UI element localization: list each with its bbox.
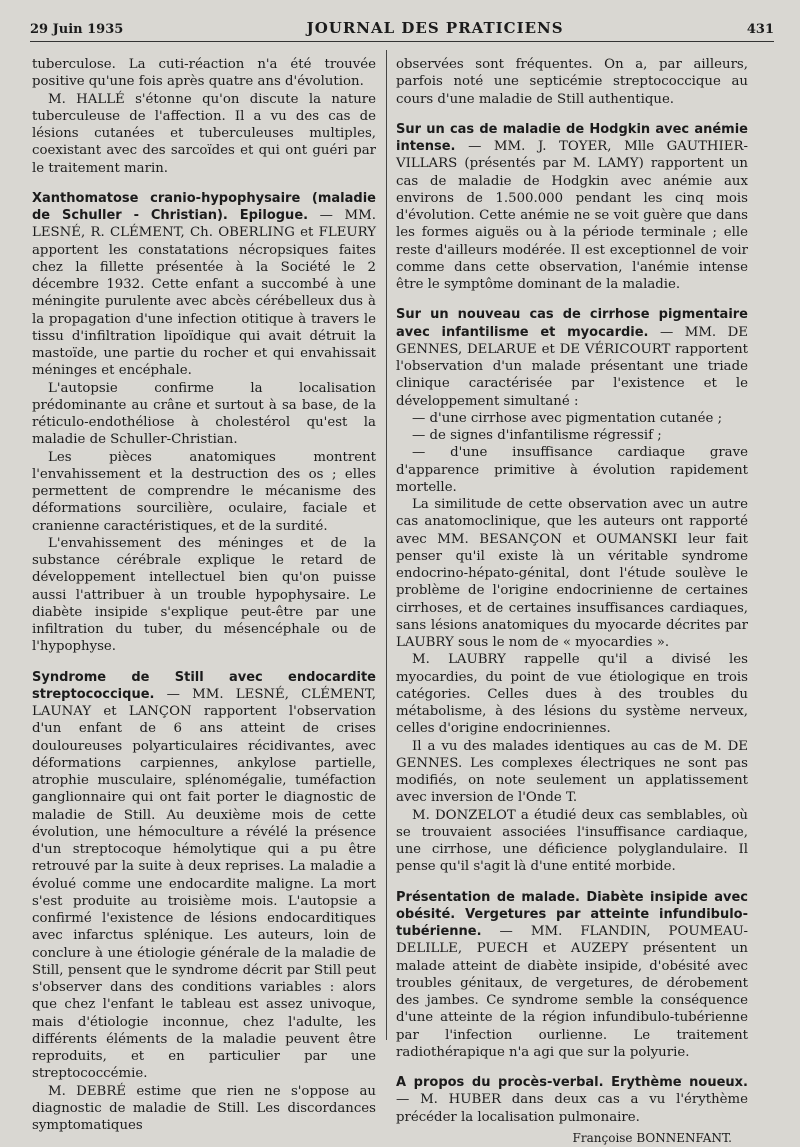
- section-title: Xanthomatose cranio-hypophysaire (maladie de Schuller - Christian). Epilogue.: [32, 190, 376, 223]
- section-body: — MM. LESNÉ, CLÉMENT, LAUNAY et LANÇON rapportent l'observation d'un enfant de 6 ans atteint de crises douloureuses polyarticulaires récidivantes, avec déformations carpiennes, ankylose partielle, atrophie musculaire, splénomégalie, tuméfaction ganglionnaire qui ont fait porter le diagnostic de maladie de Still. Au deuxième mois de cette évolution, une hémoculture a révélé la présence d'un streptocoque hémolytique qui a pu être retrouvé par la suite à deux reprises. La maladie a évolué comme une endocardite maligne. La mort s'est produite au troisième mois. L'autopsie a confirmé l'existence de lésions endocarditiques avec infarctus splénique. Les auteurs, loin de conclure à une étiologie générale de la maladie de Still, pensent que le syndrome décrit par Still peut s'observer dans des conditions variables : alors que chez l'enfant le tableau est assez univoque, mais d'étiologie inconnue, chez l'adulte, les différents éléments de la maladie peuvent être reproduits, et en particulier par une streptococcémie.: [32, 686, 376, 1082]
- paragraph: tuberculose. La cuti-réaction n'a été trouvée positive qu'une fois après quatre ans d'évolution.: [32, 57, 376, 90]
- section-body: — MM. DE GENNES, DELARUE et DE VÉRICOURT rapportent l'observation d'un malade présentant une triade clinique caractérisée par l'existence et le développement simultané :: [396, 324, 748, 409]
- section-body: — M. HUBER dans deux cas a vu l'érythème précéder la localisation pulmonaire.: [396, 1092, 748, 1125]
- left-column: [32, 56, 376, 1134]
- paragraph: M. DONZELOT a étudié deux cas semblables, où se trouvaient associées l'insuffisance cardiaque, une cirrhose, une déficience polyglandulaire. Il pense qu'il s'agit là d'une entité morbide.: [396, 807, 748, 875]
- list-item: — d'une cirrhose avec pigmentation cutanée ;: [412, 410, 723, 426]
- header-date: 29 Juin 1935: [30, 22, 124, 37]
- paragraph: L'envahissement des méninges et de la substance cérébrale explique le retard de développement intellectuel bien qu'on puisse aussi l'attribuer à un trouble hypophysaire. Le diabète insipide s'explique peut-être par une infiltration du tuber, du mésencéphale ou de l'hypophyse.: [32, 535, 376, 655]
- list-item: — d'une insuffisance cardiaque grave d'apparence primitive à évolution rapidement mortelle.: [396, 445, 748, 495]
- paragraph: La similitude de cette observation avec un autre cas anatomoclinique, que les auteurs ont rapporté avec MM. BESANÇON et OUMANSKI leur fait penser qu'il existe là un véritable syndrome endocrino-hépato-génital, dont l'étude soulève le problème de l'origine endocrinienne de certaines cirrhoses, et de certaines insuffisances cardiaques, sans lésions anatomiques du myocarde décrites par LAUBRY sous le nom de « myocardies ».: [396, 497, 748, 650]
- section-title: Sur un cas de maladie de Hodgkin avec anémie intense.: [396, 121, 748, 154]
- section-body: — MM. LESNÉ, R. CLÉMENT, Ch. OBERLING et FLEURY apportent les constatations nécropsiques faites chez la fillette présentée à la Société le 2 décembre 1932. Cette enfant a succombé à une méningite purulente avec abcès cérébelleux dus à la propagation d'une infection otitique à travers le tissu d'infiltration lipoïdique qui avait détruit la mastoïde, une partie du rocher et qui envahissait méninges et encéphale.: [32, 208, 376, 379]
- paragraph: L'autopsie confirme la localisation prédominante au crâne et surtout à sa base, de la réticulo-endothéliose à cholestérol qu'est la maladie de Schuller-Christian.: [32, 380, 376, 448]
- list-item: — de signes d'infantilisme régressif ;: [412, 428, 662, 443]
- section-body: — MM. J. TOYER, Mlle GAUTHIER-VILLARS (présentés par M. LAMY) rapportent un cas de maladie de Hodgkin avec anémie aux environs de 1.500.000 pendant les cinq mois d'évolution. Cette anémie ne se voit guère que dans les formes aiguës ou à la période terminale ; elle reste d'ailleurs modérée. Il est exceptionnel de voir comme dans cette observation, l'anémie intense être le symptôme dominant de la maladie.: [396, 139, 748, 292]
- section-title: A propos du procès-verbal. Erythème noueux.: [396, 1075, 748, 1090]
- page-header: [30, 14, 774, 42]
- paragraph: observées sont fréquentes. On a, par ailleurs, parfois noté une septicémie streptococcique au cours d'une maladie de Still authentique.: [396, 57, 748, 107]
- column-divider: [386, 50, 387, 1040]
- section-title: Présentation de malade. Diabète insipide avec obésité. Vergetures par atteinte infundibulo-tubérienne.: [396, 889, 748, 939]
- section-title: Syndrome de Still avec endocardite streptococcique.: [32, 669, 376, 702]
- paragraph: M. DEBRÉ estime que rien ne s'oppose au diagnostic de maladie de Still. Les discordances symptomatiques: [32, 1083, 376, 1133]
- section-body: — MM. FLANDIN, POUMEAU-DELILLE, PUECH et AUZEPY présentent un malade atteint de diabète insipide, d'obésité avec troubles génitaux, de vergetures, de dérobement des jambes. Ce syndrome semble la conséquence d'une atteinte de la région infundibulo-tubérienne par l'infection ourlienne. Le traitement radiothérapique n'a agi que sur la polyurie.: [396, 924, 748, 1060]
- author-signature: Françoise BONNENFANT.: [572, 1130, 732, 1145]
- journal-title: JOURNAL DES PRATICIENS: [306, 19, 564, 37]
- paragraph: M. LAUBRY rappelle qu'il a divisé les myocardies, du point de vue étiologique en trois catégories. Celles dues à des troubles du métabolisme, à des lésions du système nerveux, celles d'origine endocriniennes.: [396, 652, 748, 737]
- paragraph: Les pièces anatomiques montrent l'envahissement et la destruction des os ; elles permettent de comprendre le mécanisme des déformations sourcilière, oculaire, faciale et cranienne caractéristiques, et de la surdité.: [32, 449, 376, 534]
- right-column: [396, 56, 748, 1147]
- paragraph: Il a vu des malades identiques au cas de M. DE GENNES. Les complexes électriques ne sont pas modifiés, on note seulement un applatissement avec inversion de l'Onde T.: [396, 738, 748, 806]
- paragraph: M. HALLÉ s'étonne qu'on discute la nature tuberculeuse de l'affection. Il a vu des cas de lésions cutanées et tuberculeuses multiples, coexistant avec des sarcoïdes et qui ont guéri par le traitement marin.: [32, 91, 376, 176]
- page-number: 431: [746, 22, 774, 37]
- section-title: Sur un nouveau cas de cirrhose pigmentaire avec infantilisme et myocardie.: [396, 307, 748, 340]
